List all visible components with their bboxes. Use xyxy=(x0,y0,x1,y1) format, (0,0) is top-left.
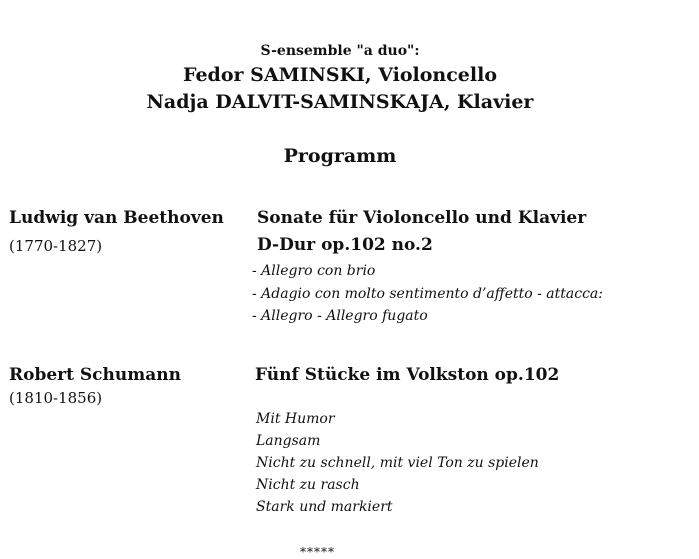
work-title-beethoven: Sonate für Violoncello und Klavier xyxy=(257,208,587,228)
program-title: Programm xyxy=(283,145,397,167)
movement-beethoven-3: - Allegro - Allegro fugato xyxy=(252,308,428,324)
work-key-opus-beethoven: D-Dur op.102 no.2 xyxy=(257,235,433,255)
movement-schumann-4: Nicht zu rasch xyxy=(256,477,360,493)
work-title-schumann: Fünf Stücke im Volkston op.102 xyxy=(255,365,560,385)
composer-dates-schumann: (1810-1856) xyxy=(9,389,103,407)
section-separator: ***** xyxy=(300,545,335,559)
performer-cello: Fedor SAMINSKI, Violoncello xyxy=(183,64,497,86)
movement-schumann-5: Stark und markiert xyxy=(256,499,393,515)
performer-piano: Nadja DALVIT-SAMINSKAJA, Klavier xyxy=(146,91,534,113)
movement-schumann-1: Mit Humor xyxy=(256,411,335,427)
movement-schumann-3: Nicht zu schnell, mit viel Ton zu spielen xyxy=(256,455,539,471)
movement-beethoven-1: - Allegro con brio xyxy=(252,263,376,279)
ensemble-name: S-ensemble "a duo": xyxy=(260,43,420,59)
composer-dates-beethoven: (1770-1827) xyxy=(9,237,103,255)
movement-beethoven-2: - Adagio con molto sentimento d’affetto - attacca: xyxy=(252,286,603,302)
composer-name-schumann: Robert Schumann xyxy=(9,365,181,385)
movement-schumann-2: Langsam xyxy=(256,433,321,449)
composer-name-beethoven: Ludwig van Beethoven xyxy=(9,208,224,228)
